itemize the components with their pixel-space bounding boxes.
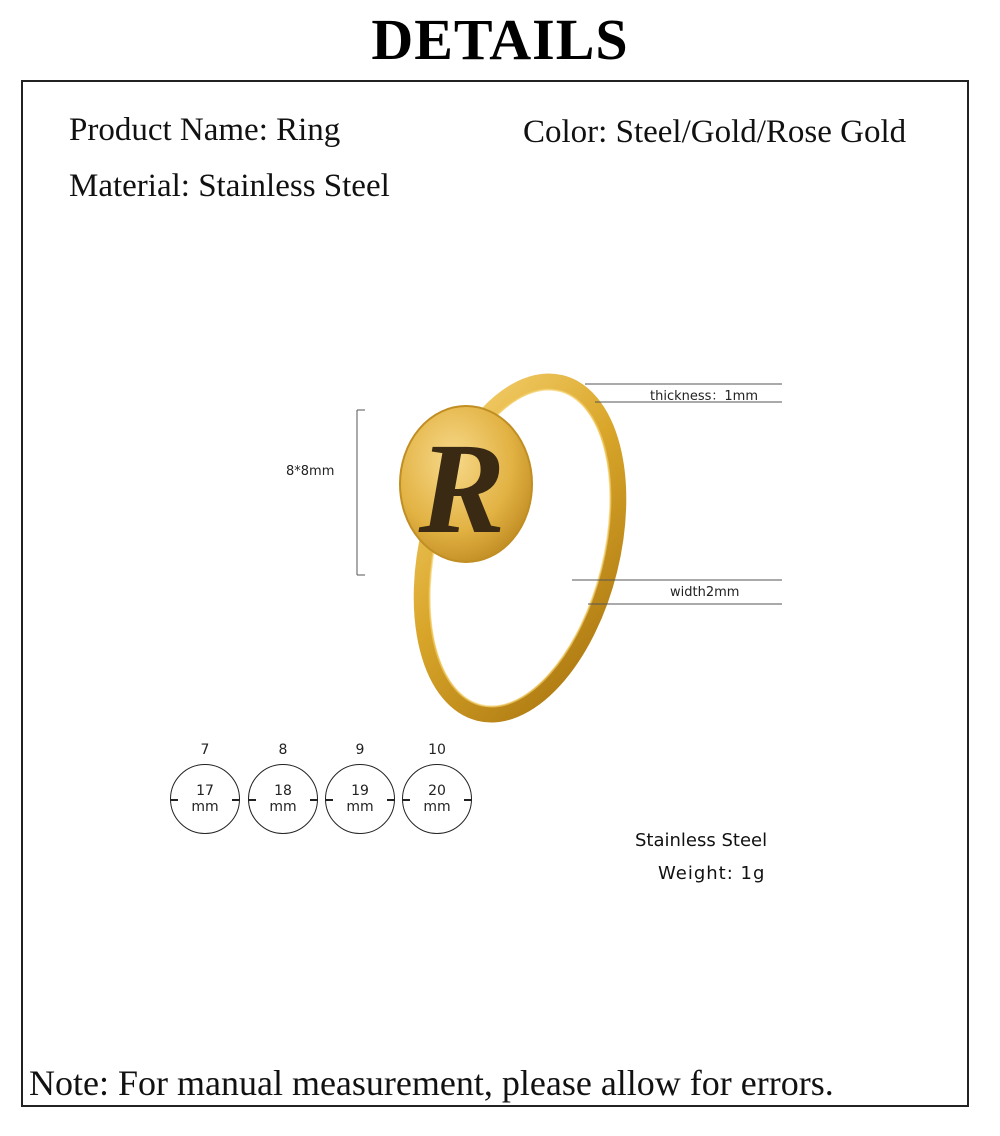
info-material: Stainless Steel: [635, 830, 768, 851]
ring-letter: R: [418, 417, 506, 561]
size-diameter: 20: [428, 783, 446, 799]
measurement-note: Note: For manual measurement, please allow for errors.: [29, 1063, 834, 1103]
info-weight: Weight: 1g: [658, 863, 766, 884]
size-item: [400, 742, 474, 834]
size-circle: [248, 764, 318, 834]
size-diameter: 19: [351, 783, 369, 799]
size-circle: [402, 764, 472, 834]
size-unit: mm: [191, 799, 219, 815]
size-number: 10: [428, 742, 446, 758]
dim-size-label: 8*8mm: [286, 464, 335, 479]
size-circle: [325, 764, 395, 834]
size-unit: mm: [423, 799, 451, 815]
material-spec: Material: Stainless Steel: [69, 168, 390, 204]
color-spec: Color: Steel/Gold/Rose Gold: [523, 114, 907, 150]
page-title: DETAILS: [371, 7, 629, 72]
size-circle: [170, 764, 240, 834]
size-item: [323, 742, 397, 834]
size-diameter: 18: [274, 783, 292, 799]
size-chart: [168, 742, 488, 842]
size-number: 7: [200, 742, 210, 758]
dim-width-label: width2mm: [670, 585, 740, 600]
size-unit: mm: [269, 799, 297, 815]
product-name: Product Name: Ring: [69, 112, 341, 148]
size-diameter: 17: [196, 783, 214, 799]
dim-thickness-label: thickness：1mm: [650, 389, 759, 404]
size-item: [168, 742, 242, 834]
size-number: 9: [355, 742, 365, 758]
size-unit: mm: [346, 799, 374, 815]
size-number: 8: [278, 742, 288, 758]
size-item: [246, 742, 320, 834]
